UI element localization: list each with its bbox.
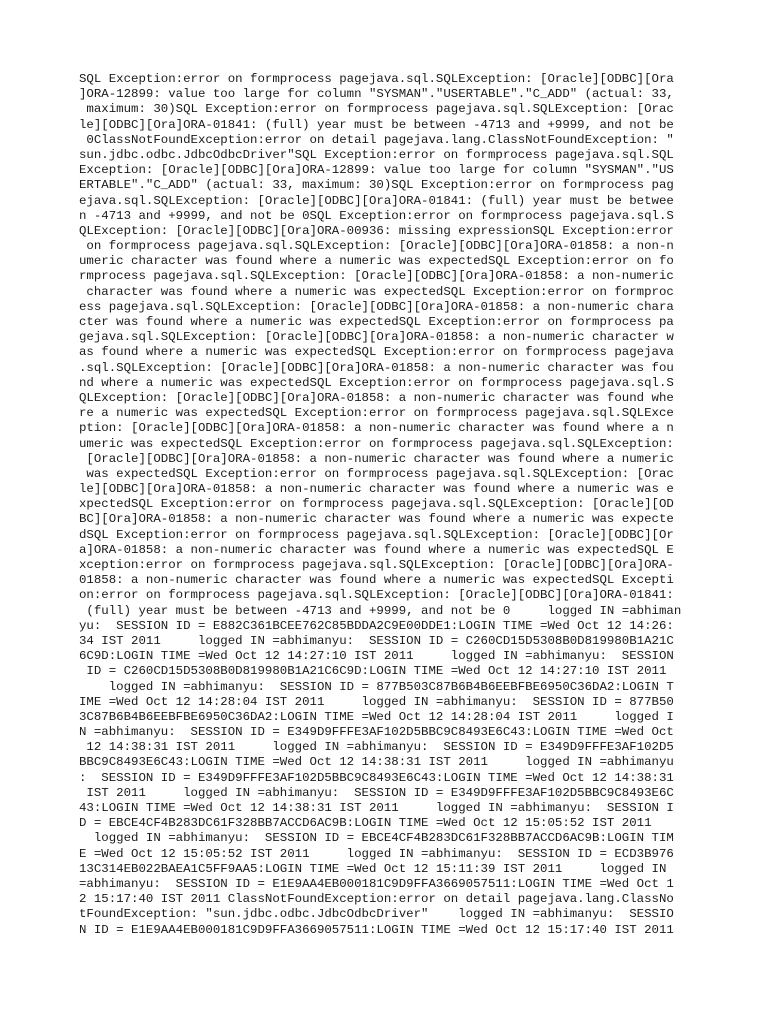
log-line: 01858: a non-numeric character was found where a numeric was expectedSQL Excepti: [79, 573, 674, 588]
log-line: was expectedSQL Exception:error on formprocess pagejava.sql.SQLException: [Orac: [79, 466, 674, 481]
log-line: 34 IST 2011 logged IN =abhimanyu: SESSION ID = C260CD15D5308B0D819980B1A21C: [79, 633, 674, 648]
log-line: ERTABLE"."C_ADD" (actual: 33, maximum: 30)SQL Exception:error on formprocess pag: [79, 178, 674, 193]
log-line: as found where a numeric was expectedSQL Exception:error on formprocess pagejava: [79, 345, 674, 360]
log-line: on formprocess pagejava.sql.SQLException: [Oracle][ODBC][Ora]ORA-01858: a non-n: [79, 239, 674, 254]
log-line: le][ODBC][Ora]ORA-01858: a non-numeric character was found where a numeric was e: [79, 482, 674, 497]
log-line: 3C87B6B4B6EEBFBE6950C36DA2:LOGIN TIME =Wed Oct 12 14:28:04 IST 2011 logged I: [79, 709, 674, 724]
log-line: QLException: [Oracle][ODBC][Ora]ORA-00936: missing expressionSQL Exception:error: [79, 223, 674, 238]
log-line: BC][Ora]ORA-01858: a non-numeric character was found where a numeric was expecte: [79, 512, 674, 527]
log-line: le][ODBC][Ora]ORA-01841: (full) year must be between -4713 and +9999, and not be: [79, 117, 674, 132]
log-line: (full) year must be between -4713 and +9999, and not be 0 logged IN =abhiman: [79, 603, 682, 618]
log-line: cter was found where a numeric was expectedSQL Exception:error on formprocess pa: [79, 315, 674, 329]
log-line: ID = C260CD15D5308B0D819980B1A21C6C9D:LOGIN TIME =Wed Oct 12 14:27:10 IST 2011: [79, 664, 667, 679]
log-line: 2 15:17:40 IST 2011 ClassNotFoundException:error on detail pagejava.lang.ClassNo: [79, 892, 674, 907]
log-line: xception:error on formprocess pagejava.sql.SQLException: [Oracle][ODBC][Ora]ORA-: [79, 558, 674, 572]
log-line: 6C9D:LOGIN TIME =Wed Oct 12 14:27:10 IST 2011 logged IN =abhimanyu: SESSION: [79, 649, 674, 664]
log-line: gejava.sql.SQLException: [Oracle][ODBC][Ora]ORA-01858: a non-numeric character w: [79, 330, 674, 345]
log-line: 0ClassNotFoundException:error on detail pagejava.lang.ClassNotFoundException: ": [79, 132, 674, 147]
log-line: E =Wed Oct 12 15:05:52 IST 2011 logged IN =abhimanyu: SESSION ID = ECD3B976: [79, 846, 674, 861]
log-line: 13C314EB022BAEA1C5FF9AA5:LOGIN TIME =Wed Oct 12 15:11:39 IST 2011 logged IN: [79, 861, 667, 876]
log-line: rmprocess pagejava.sql.SQLException: [Oracle][ODBC][Ora]ORA-01858: a non-numeric: [79, 269, 674, 284]
log-line: 43:LOGIN TIME =Wed Oct 12 14:38:31 IST 2011 logged IN =abhimanyu: SESSION I: [79, 801, 674, 815]
log-line: N ID = E1E9AA4EB000181C9D9FFA3669057511:LOGIN TIME =Wed Oct 12 15:17:40 IST 2011: [79, 922, 674, 937]
log-line: on:error on formprocess pagejava.sql.SQLException: [Oracle][ODBC][Ora]ORA-01841:: [79, 588, 674, 603]
log-line: umeric character was found where a numeric was expectedSQL Exception:error on fo: [79, 254, 674, 269]
log-line: ejava.sql.SQLException: [Oracle][ODBC][Ora]ORA-01841: (full) year must be betwee: [79, 193, 674, 208]
log-line: : SESSION ID = E349D9FFFE3AF102D5BBC9C8493E6C43:LOGIN TIME =Wed Oct 12 14:38:31: [79, 770, 674, 785]
log-line: nd where a numeric was expectedSQL Exception:error on formprocess pagejava.sql.S: [79, 375, 674, 390]
log-line: [Oracle][ODBC][Ora]ORA-01858: a non-numeric character was found where a numeric: [79, 451, 674, 466]
log-line: .sql.SQLException: [Oracle][ODBC][Ora]ORA-01858: a non-numeric character was fou: [79, 360, 674, 375]
log-line: xpectedSQL Exception:error on formprocess pagejava.sql.SQLException: [Oracle][OD: [79, 497, 674, 512]
log-line: IST 2011 logged IN =abhimanyu: SESSION ID = E349D9FFFE3AF102D5BBC9C8493E6C: [79, 785, 674, 800]
log-line: IME =Wed Oct 12 14:28:04 IST 2011 logged IN =abhimanyu: SESSION ID = 877B50: [79, 694, 674, 709]
log-line: logged IN =abhimanyu: SESSION ID = EBCE4CF4B283DC61F328BB7ACCD6AC9B:LOGIN TIM: [79, 831, 674, 846]
log-text-block: [79, 72, 699, 938]
log-line: sun.jdbc.odbc.JdbcOdbcDriver"SQL Exception:error on formprocess pagejava.sql.SQL: [79, 147, 674, 162]
log-line: tFoundException: "sun.jdbc.odbc.JdbcOdbcDriver" logged IN =abhimanyu: SESSIO: [79, 907, 674, 922]
log-line: n -4713 and +9999, and not be 0SQL Exception:error on formprocess pagejava.sql.S: [79, 208, 674, 223]
log-line: D = EBCE4CF4B283DC61F328BB7ACCD6AC9B:LOGIN TIME =Wed Oct 12 15:05:52 IST 2011: [79, 816, 652, 831]
log-line: umeric was expectedSQL Exception:error on formprocess pagejava.sql.SQLException:: [79, 436, 674, 451]
log-line: a]ORA-01858: a non-numeric character was found where a numeric was expectedSQL E: [79, 542, 674, 557]
log-line: QLException: [Oracle][ODBC][Ora]ORA-01858: a non-numeric character was found whe: [79, 390, 674, 405]
log-line: 12 14:38:31 IST 2011 logged IN =abhimanyu: SESSION ID = E349D9FFFE3AF102D5: [79, 740, 674, 755]
log-line: BBC9C8493E6C43:LOGIN TIME =Wed Oct 12 14:38:31 IST 2011 logged IN =abhimanyu: [79, 755, 674, 770]
log-line: ption: [Oracle][ODBC][Ora]ORA-01858: a non-numeric character was found where a n: [79, 421, 674, 436]
log-line: =abhimanyu: SESSION ID = E1E9AA4EB000181C9D9FFA3669057511:LOGIN TIME =Wed Oct 1: [79, 876, 674, 891]
log-line: yu: SESSION ID = E882C361BCEE762C85BDDA2C9E00DDE1:LOGIN TIME =Wed Oct 12 14:26:: [79, 618, 674, 633]
log-line: dSQL Exception:error on formprocess pagejava.sql.SQLException: [Oracle][ODBC][Or: [79, 527, 674, 542]
log-line: character was found where a numeric was expectedSQL Exception:error on formproc: [79, 284, 674, 299]
log-line: ess pagejava.sql.SQLException: [Oracle][ODBC][Ora]ORA-01858: a non-numeric chara: [79, 299, 674, 314]
log-line: maximum: 30)SQL Exception:error on formprocess pagejava.sql.SQLException: [Orac: [79, 102, 674, 117]
log-line: SQL Exception:error on formprocess pagejava.sql.SQLException: [Oracle][ODBC][Ora: [79, 72, 674, 86]
log-line: Exception: [Oracle][ODBC][Ora]ORA-12899: value too large for column "SYSMAN"."US: [79, 163, 674, 178]
log-line: ]ORA-12899: value too large for column "SYSMAN"."USERTABLE"."C_ADD" (actual: 33,: [79, 87, 674, 102]
log-line: N =abhimanyu: SESSION ID = E349D9FFFE3AF102D5BBC9C8493E6C43:LOGIN TIME =Wed Oct: [79, 725, 674, 740]
log-line: logged IN =abhimanyu: SESSION ID = 877B503C87B6B4B6EEBFBE6950C36DA2:LOGIN T: [79, 679, 674, 694]
log-line: re a numeric was expectedSQL Exception:error on formprocess pagejava.sql.SQLExce: [79, 406, 674, 421]
